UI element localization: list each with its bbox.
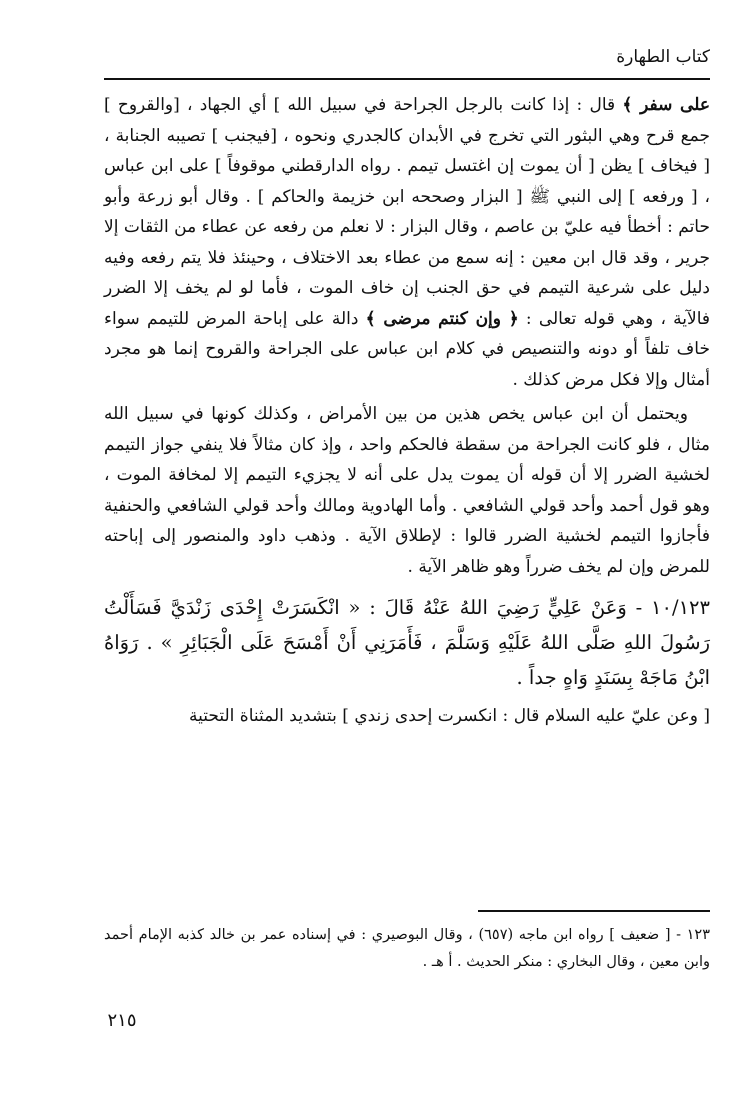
footnote: ١٢٣ - [ ضعيف ] رواه ابن ماجه (٦٥٧) ، وقال البوصيري : في إسناده عمر بن خالد كذبه الإمام أحمد وابن معين ، وقال البخاري : منكر الحديث . أ هـ .	[104, 927, 710, 970]
paragraph-commentary-1	[104, 90, 710, 395]
hadith-text: ١٠/١٢٣ - وَعَنْ عَلِيٍّ رَضِيَ اللهُ عَنْهُ قَالَ : « انْكَسَرَتْ إِحْدَى زَنْدَيَّ فَسَأَلْتُ رَسُولَ اللهِ صَلَّى اللهُ عَلَيْهِ وَسَلَّمَ ، فَأَمَرَنِي أَنْ أَمْسَحَ عَلَى الْجَبَائِرِ » . رَوَاهُ ابْنُ مَاجَهْ بِسَنَدٍ وَاهٍ جداً .	[104, 596, 710, 689]
header-divider	[104, 78, 710, 80]
commentary-text-cont: دالة على إباحة المرض للتيمم سواء خاف تلفاً أو دونه والتنصيص في كلام ابن عباس على الجراحة والقروح إنما هو مجرد أمثال وإلا فكل مرض كذلك .	[104, 308, 710, 390]
main-text	[104, 90, 710, 732]
quran-phrase-end: على سفر ﴾	[622, 95, 710, 115]
quran-verse-quote: ﴿ وإن كنتم مرضى ﴾	[365, 308, 519, 329]
page-number: ٢١٥	[107, 1010, 137, 1031]
commentary-text: قال : إذا كانت بالرجل الجراحة في سبيل الله ] أي الجهاد ، [والقروح ] جمع قرح وهي البثور التي تخرج في الأبدان كالجدري ونحوه ، [فيجنب ] تصيبه الجنابة ، [ فيخاف ] يظن [ أن يموت إن اغتسل تيمم . رواه الدارقطني موقوفاً ] على ابن عباس ، [ ورفعه ] إلى النبي ﷺ [ البزار وصححه ابن خزيمة والحاكم ] . وقال أبو زرعة وأبو حاتم : أخطأ فيه عليّ بن عاصم ، وقال البزار : لا نعلم من رفعه عن عطاء من الثقات إلا جرير ، وقد قال ابن معين : إنه سمع من عطاء بعد الاختلاف ، وحينئذ فلا يتم رفعه وفيه دليل على شرعية التيمم في حق الجنب إن خاف الموت ، فأما لو لم يخف إلا الضرر فالآية ، وهي قوله تعالى :	[104, 95, 710, 329]
running-header-title: كتاب الطهارة	[616, 47, 710, 67]
paragraph-commentary-3: [ وعن عليّ عليه السلام قال : انكسرت إحدى زندي ] بتشديد المثناة التحتية	[189, 706, 710, 726]
footnote-divider	[478, 910, 710, 912]
paragraph-commentary-2: ويحتمل أن ابن عباس يخص هذين من بين الأمراض ، وكذلك كونها في سبيل الله مثال ، فلو كانت الجراحة من سقطة فالحكم واحد ، وإذ كان مثالاً فلا ينفي جواز التيمم لخشية الضرر إلا أن قوله أن يموت يدل على أنه لا يجزيء التيمم إلا لمخافة الموت ، وهو قول أحمد وأحد قولي الشافعي . وأما الهادوية ومالك وأحد قولي الشافعي والحنفية فأجازوا التيمم لخشية الضرر قالوا : لإطلاق الآية . وذهب داود والمنصور إلى إباحته للمرض وإن لم يخف ضرراً وهو ظاهر الآية .	[104, 404, 710, 577]
